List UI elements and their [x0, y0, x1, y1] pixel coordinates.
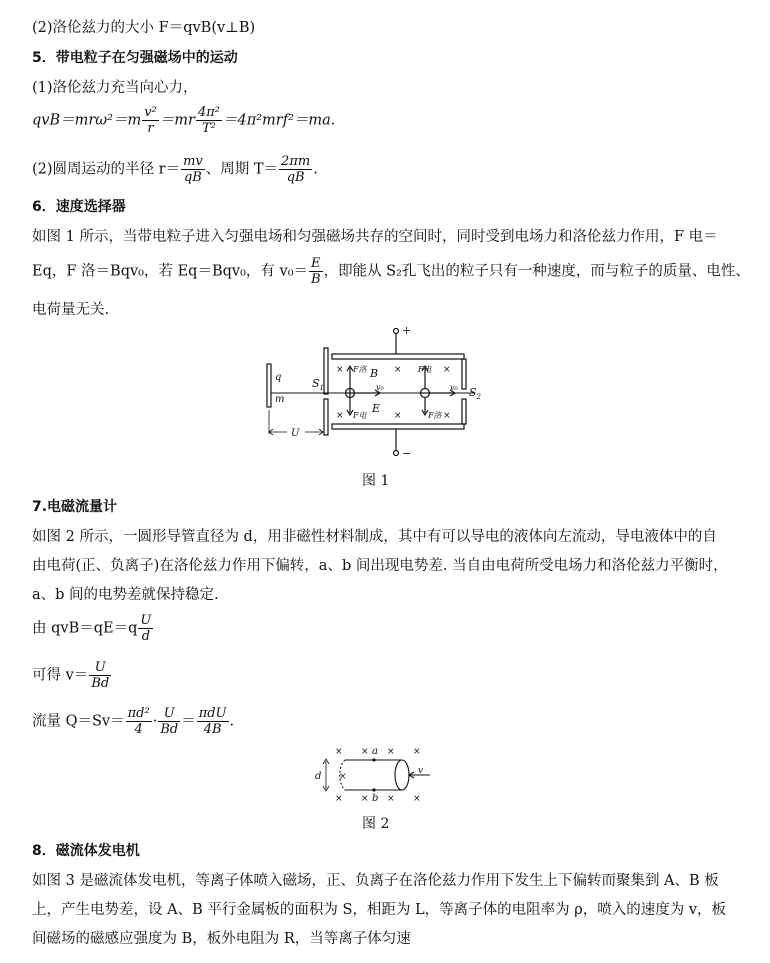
cross-symbol: × — [387, 794, 395, 804]
cross-symbol: × — [413, 794, 421, 804]
cross-symbol: × — [443, 365, 451, 375]
slit-wall-s2-lower — [462, 399, 466, 424]
cross-symbol: × — [335, 747, 343, 757]
label-f-dian-down: F电 — [353, 411, 367, 420]
label-v0-right: v₀ — [450, 383, 458, 392]
terminal-minus — [394, 451, 399, 456]
cross-symbol: × — [361, 747, 369, 757]
text-line: 如图 1 所示，当带电粒子进入匀强电场和匀强磁场共存的空间时，同时受到电场力和洛伦兹力作用，F 电＝ — [32, 229, 718, 245]
cross-symbol: × — [335, 794, 343, 804]
cross-symbol: × — [336, 411, 344, 421]
text-line: Eq，F 洛＝Bqv₀，若 Eq＝Bqv₀，有 v₀＝ $\frac{E}{B}$ ，即能从 S₂孔飞出的粒子只有一种速度，而与粒子的质量、电性、 — [32, 256, 750, 287]
text-line: a、b 间的电势差就保持稳定. — [32, 587, 219, 603]
label-f-luo-down: F洛 — [428, 411, 442, 420]
label-s1: $S_1$ — [312, 377, 325, 392]
text-line: 如图 2 所示，一圆形导管直径为 d，用非磁性材料制成，其中有可以导电的液体向左流动，导电液体中的自 — [32, 529, 717, 545]
label-s2: $S_2$ — [469, 386, 482, 401]
label-d: d — [315, 771, 322, 782]
cross-symbol: × — [361, 794, 369, 804]
label-E: E — [372, 402, 381, 415]
text-line: 电荷量无关. — [32, 302, 110, 318]
text-line: 间磁场的磁感应强度为 B，板外电阻为 R，当等离子体匀速 — [32, 931, 411, 947]
section-heading: 6．速度选择器 — [32, 199, 126, 215]
pipe-end — [395, 760, 409, 790]
formula-radius-period: (2)圆周运动的半径 r＝ $\frac{mv}{qB}$ 、周期 T＝ $\frac{2\pi m}{qB}$ . — [32, 154, 318, 185]
cross-symbol: × — [443, 411, 451, 421]
label-v: v — [418, 766, 424, 776]
formula-velocity: 可得 v＝ $\frac{U}{Bd}$ — [32, 660, 110, 691]
terminal-plus — [394, 329, 399, 334]
cross-symbol: × — [336, 365, 344, 375]
formula-balance: 由 qvB＝qE＝q $\frac{U}{d}$ — [32, 613, 152, 644]
ion-source-plate — [267, 364, 271, 407]
label-m: m — [275, 394, 285, 405]
cross-symbol: × — [394, 411, 402, 421]
label-b: b — [372, 793, 379, 804]
section-heading: 8．磁流体发电机 — [32, 843, 140, 859]
text-line: (2)洛伦兹力的大小 F＝qvB(v⊥B) — [32, 20, 256, 36]
figure-velocity-selector — [260, 322, 500, 467]
formula-centripetal: qvB＝mrω²＝m $\frac{\text{v²}}{r}$ ＝mr $\frac{\text{4π²}}{\text{T²}}$ ＝4π²mrf²＝ma. — [32, 105, 336, 136]
label-q: q — [275, 372, 282, 383]
slit-wall-s2-upper — [462, 359, 466, 389]
text-line: 上，产生电势差，设 A、B 平行金属板的面积为 S，相距为 L，等离子体的电阻率为 ρ，喷入的速度为 v，板 — [32, 902, 727, 918]
figure-flow-meter — [312, 742, 442, 808]
label-U: U — [291, 428, 300, 439]
figure-caption: 图 2 — [362, 816, 390, 832]
section-heading: 7.电磁流量计 — [32, 499, 118, 515]
cross-symbol: × — [394, 365, 402, 375]
section-heading: 5．带电粒子在匀强磁场中的运动 — [32, 50, 238, 66]
formula-flow-rate: 流量 Q＝Sv＝ $\frac{\text{πd²}}{4}$ · $\frac{U}{Bd}$ ＝ $\frac{\text{πdU}}{4B}$ . — [32, 706, 235, 737]
text-line: 由电荷(正、负离子)在洛伦兹力作用下偏转，a、b 间出现电势差. 当自由电荷所受电场力和洛伦兹力平衡时， — [32, 558, 728, 574]
text-line: (1)洛伦兹力充当向心力， — [32, 80, 198, 96]
text-line: 如图 3 是磁流体发电机，等离子体喷入磁场，正、负离子在洛伦兹力作用下发生上下偏转而聚集到 A、B 板 — [32, 873, 719, 889]
label-v0-left: v₀ — [376, 383, 384, 392]
label-a: a — [372, 746, 378, 757]
cross-symbol: × — [339, 772, 347, 782]
label-minus: − — [402, 447, 412, 460]
label-plus: + — [402, 324, 412, 337]
label-f-dian-up: F电 — [418, 365, 432, 374]
cross-symbol: × — [413, 747, 421, 757]
cross-symbol: × — [387, 747, 395, 757]
bottom-plate — [332, 424, 464, 429]
top-plate — [332, 354, 464, 359]
figure-caption: 图 1 — [362, 473, 390, 489]
label-B: B — [370, 367, 379, 380]
label-f-luo-up: F洛 — [353, 365, 367, 374]
slit-wall-s1-upper — [324, 348, 328, 394]
slit-wall-s1-lower — [324, 399, 328, 435]
